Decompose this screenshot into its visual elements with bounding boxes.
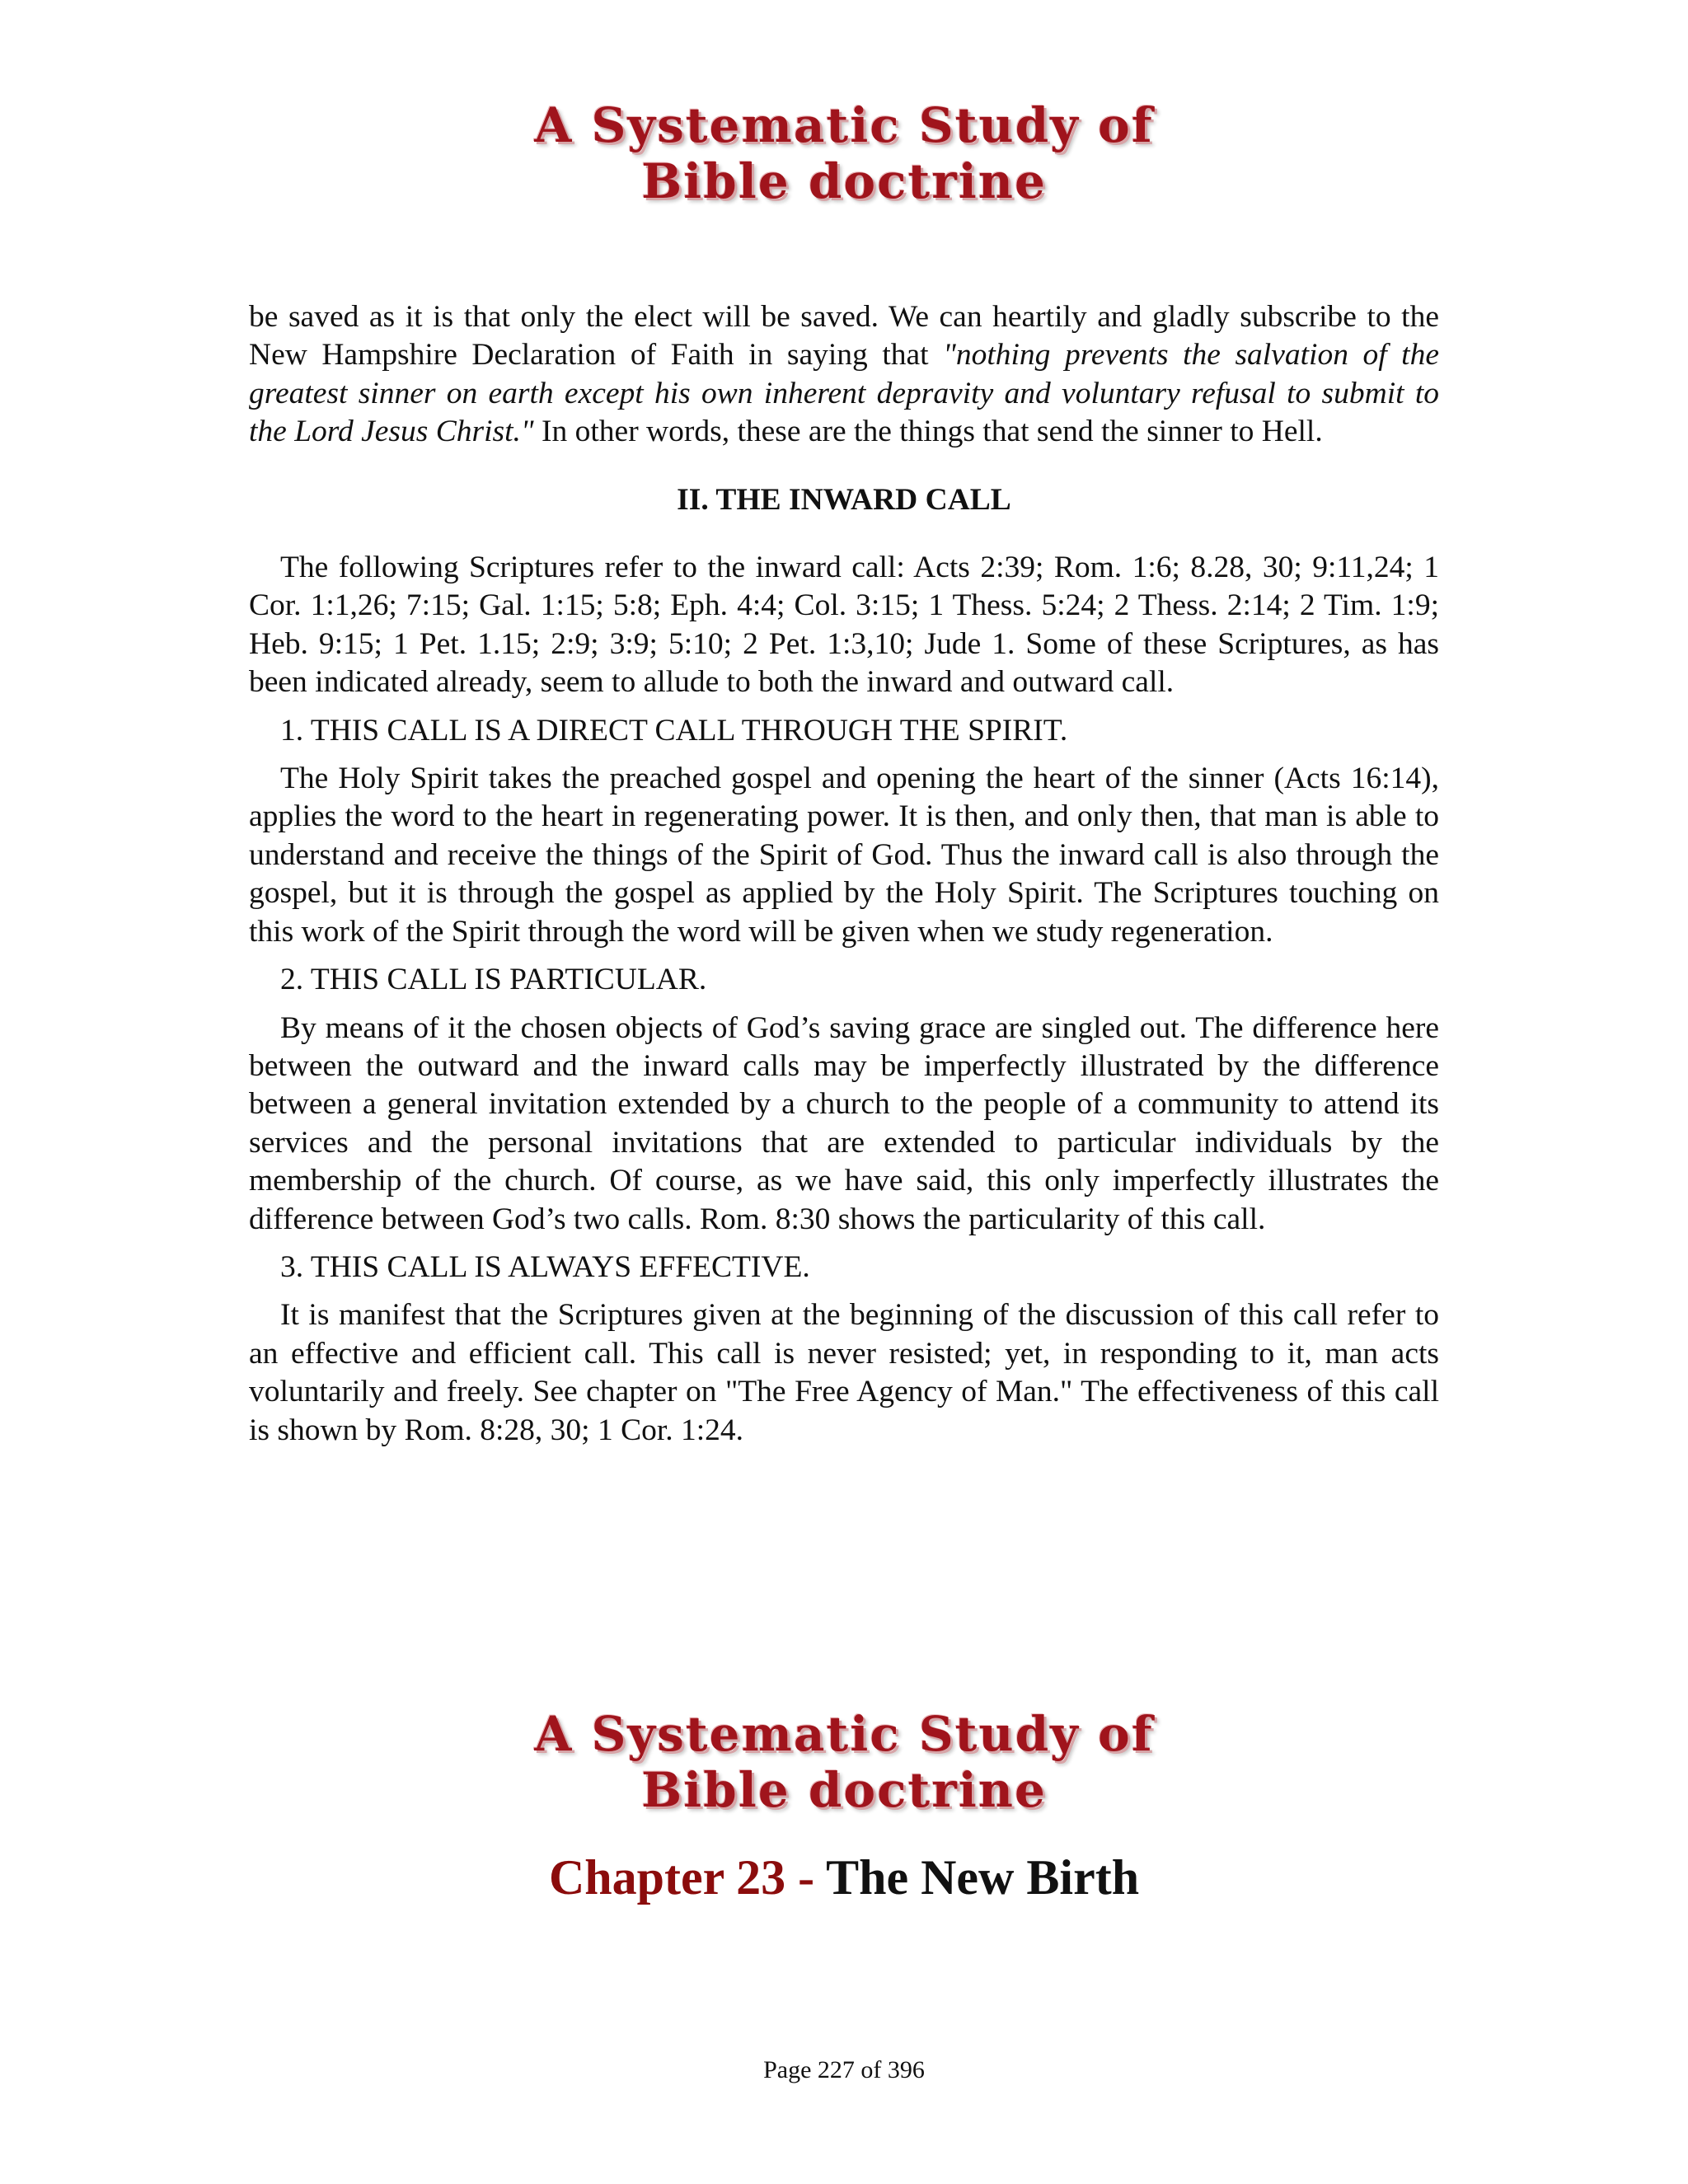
chapter-name: The New Birth [826,1850,1140,1905]
page-number: Page 227 of 396 [763,2056,925,2083]
paragraph-text: In other words, these are the things that send the sinner to Hell. [533,415,1323,449]
paragraph-text: be saved as it is that only the elect will be saved. We can heartily and gladly subscribe to the New Hampshire Declaration of Faith in saying that [249,300,1439,373]
paragraph-direct-call: The Holy Spirit takes the preached gospel and opening the heart of the sinner (Acts 16:14), applies the word to the heart in regenerating power. It is then, and only then, that man is able to understand and receive the things of the Spirit of God. Thus the inward call is also through the gospel, but it is through the gospel as applied by the Holy Spirit. The Scriptures touching on this work of the Spirit through the word will be given when we study regeneration. [249,762,1439,949]
paragraph-scriptures: The following Scriptures refer to the inward call: Acts 2:39; Rom. 1:6; 8.28, 30; 9:11,24; 1 Cor. 1:1,26; 7:15; Gal. 1:15; 5:8; Eph. 4:4; Col. 3:15; 1 Thess. 5:24; 2 Thess. 2:14; 2 Tim. 1:9; Heb. 9:15; 1 Pet. 1.15; 2:9; 3:9; 5:10; 2 Pet. 1:3,10; Jude 1. Some of these Scriptures, as has been indicated already, seem to allude to both the inward and outward call. [249,551,1439,700]
point-heading-2: 2. THIS CALL IS PARTICULAR. [280,963,707,997]
chapter-separator: - [785,1850,827,1905]
chapter-number: Chapter 23 [548,1850,786,1905]
section-heading: II. THE INWARD CALL [677,482,1011,517]
paragraph-continued [249,298,1439,452]
point-heading-1: 1. THIS CALL IS A DIRECT CALL THROUGH THE SPIRIT. [280,713,1068,748]
page-body [249,298,1439,1460]
header-logo-line1: A Systematic Study of [534,97,1154,153]
paragraph-effective: It is manifest that the Scriptures given at the beginning of the discussion of this call refer to an effective and efficient call. This call is never resisted; yet, in responding to it, man acts voluntarily and freely. See chapter on "The Free Agency of Man." The effectiveness of this call is shown by Rom. 8:28, 30; 1 Cor. 1:24. [249,1298,1439,1447]
header-logo-line2: Bible doctrine [641,153,1047,209]
point-heading-3: 3. THIS CALL IS ALWAYS EFFECTIVE. [280,1249,810,1284]
chapter-logo-line1: A Systematic Study of [534,1706,1154,1762]
chapter-logo [0,1706,1688,1818]
header-logo [0,97,1688,209]
paragraph-particular: By means of it the chosen objects of God’s saving grace are singled out. The difference here between the outward and the inward calls may be imperfectly illustrated by the difference between a general invitation extended by a church to the people of a community to attend its services and the personal invitations that are extended to particular individuals by the membership of the church. Of course, as we have said, this only imperfectly illustrates the difference between God’s two calls. Rom. 8:30 shows the particularity of this call. [249,1010,1439,1236]
chapter-title [0,1848,1688,1907]
chapter-logo-line2: Bible doctrine [641,1762,1047,1818]
declaration-quote: "nothing prevents the salvation of the greatest sinner on earth except his own inherent depravity and voluntary refusal to submit to the Lord Jesus Christ." [249,338,1439,449]
